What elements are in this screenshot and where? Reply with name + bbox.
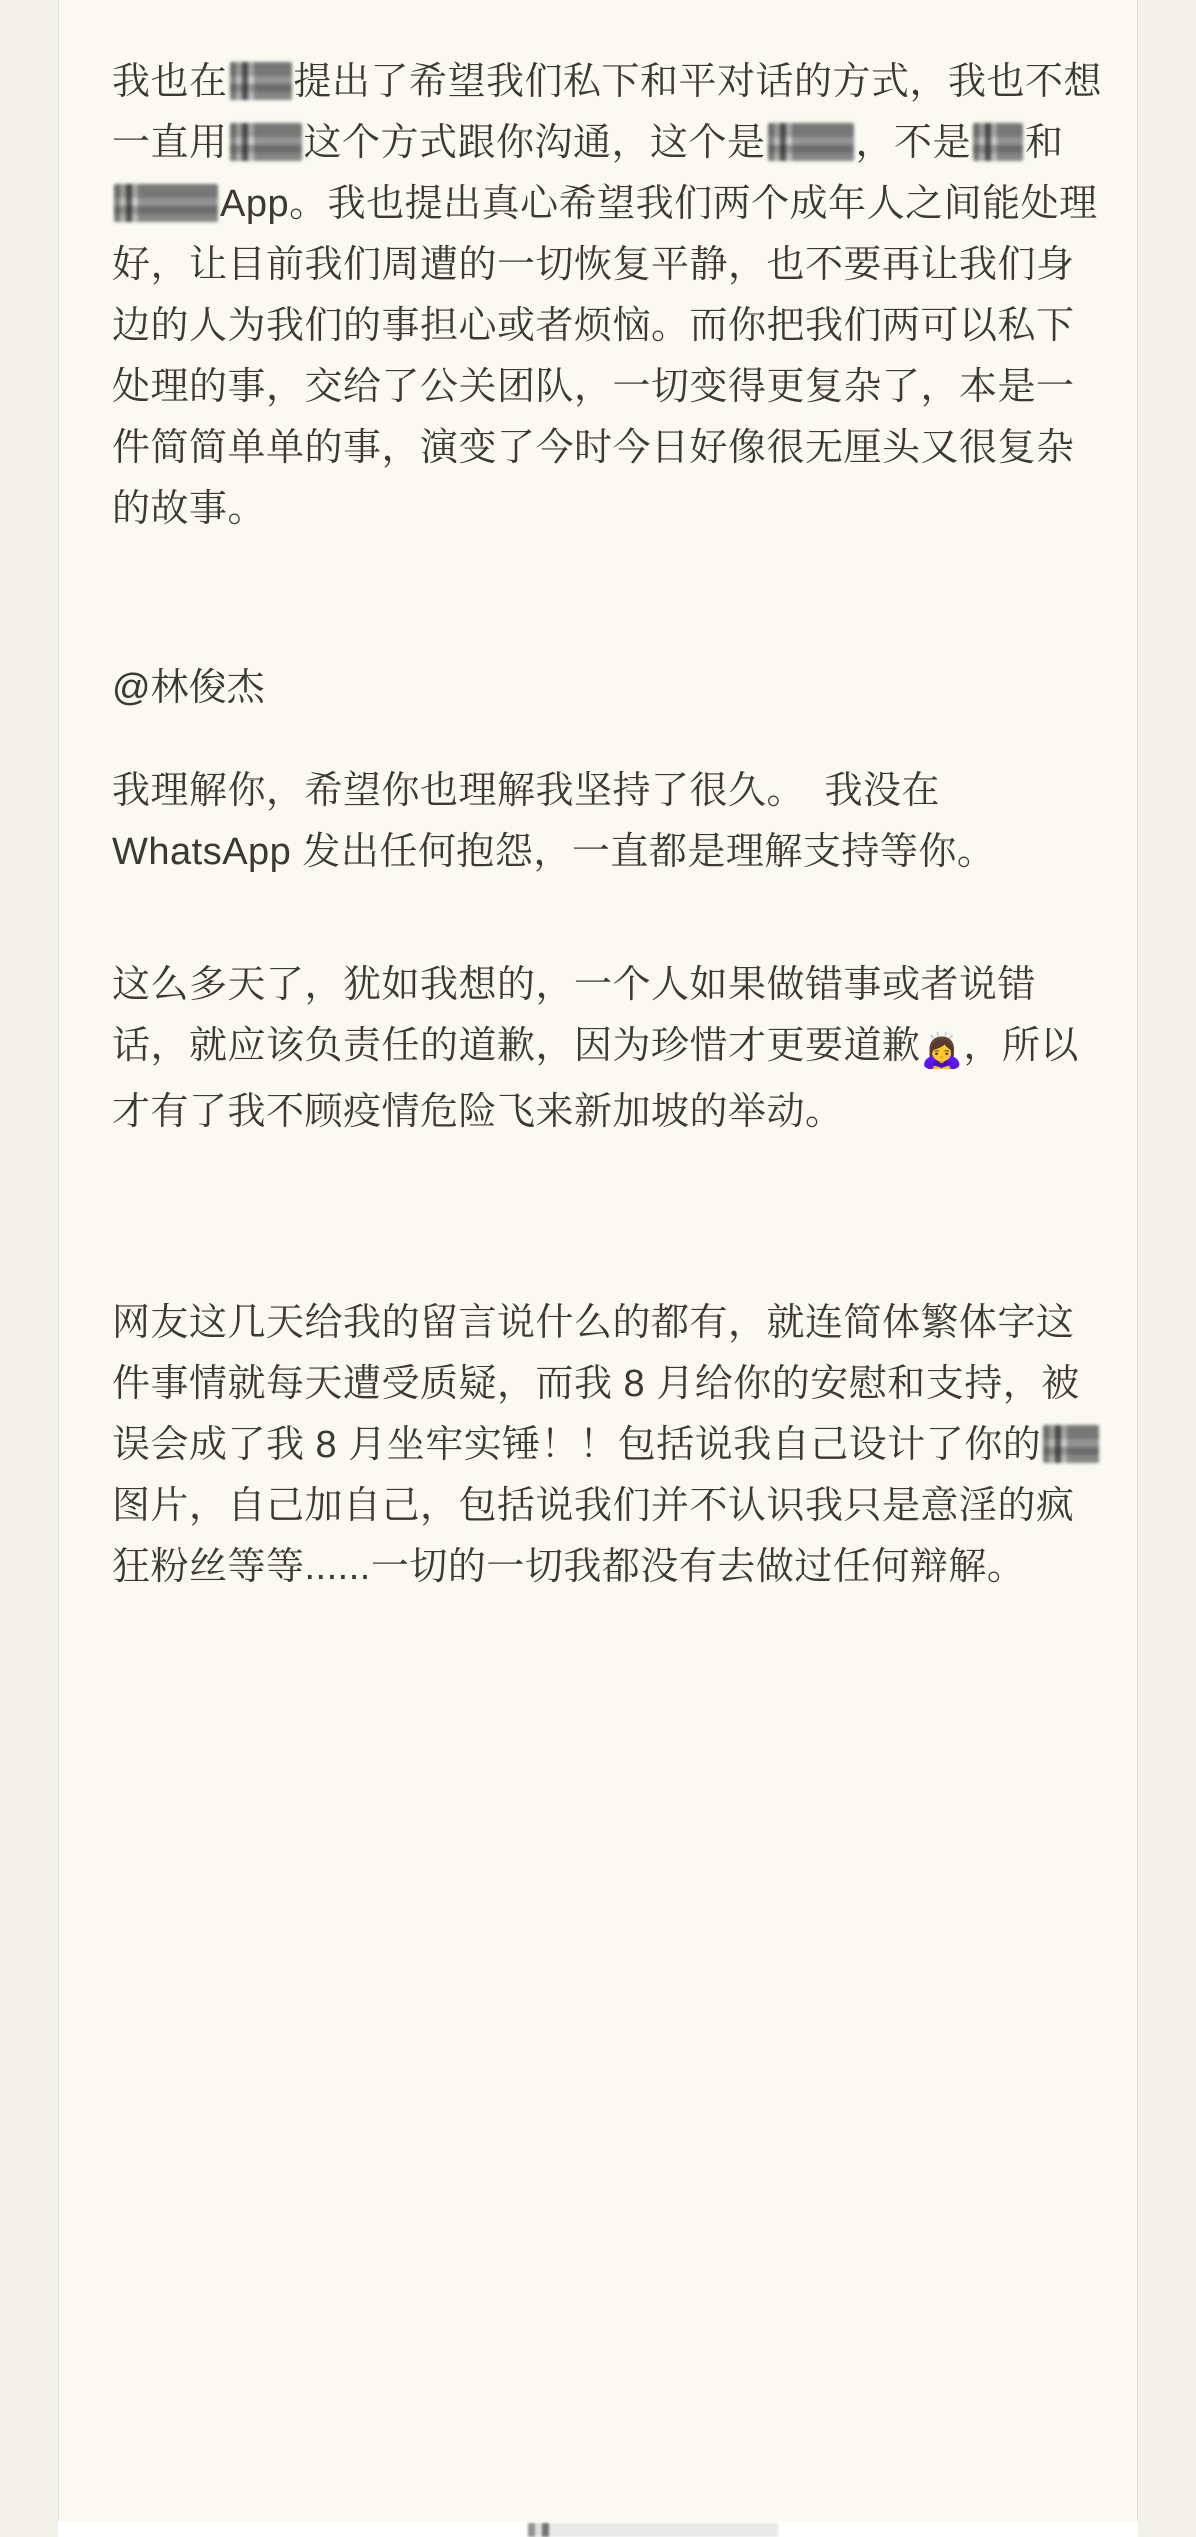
redaction-block-4: [973, 123, 1023, 161]
redaction-block-2: [230, 123, 302, 161]
paragraph-spacer: [112, 883, 1106, 955]
paragraph-spacer: [112, 719, 1106, 761]
bowing-person-emoji: 🙇‍♀️: [920, 1032, 964, 1070]
mention-handle[interactable]: @林俊杰: [112, 667, 265, 709]
redaction-block-bottom: [528, 2523, 778, 2537]
text-run: 图片，自己加自己，包括说我们并不认识我只是意淫的疯狂粉丝等等......一切的一切我都没有去做过任何辩解。: [112, 1485, 1075, 1588]
redaction-block-6: [1043, 1425, 1099, 1463]
paragraph-2: 我理解你，希望你也理解我坚持了很久。 我没在 WhatsApp 发出任何抱怨，一直都是理解支持等你。: [112, 770, 996, 873]
paragraph-3: [112, 955, 1106, 1143]
paragraph-spacer: [112, 1143, 1106, 1293]
text-run: 这个方式跟你沟通，这个是: [303, 122, 766, 164]
text-run: 我也在: [112, 61, 228, 103]
text-run: 网友这几天给我的留言说什么的都有，就连简体繁体字这件事情就每天遭受质疑，而我 8 月给你的安慰和支持，被误会成了我 8 月坐牢实锤！！包括说我自己设计了你的: [112, 1302, 1080, 1466]
paragraph-1: [112, 52, 1106, 540]
redaction-block-1: [230, 62, 292, 100]
right-margin-rule: [1137, 0, 1138, 2537]
text-run: 和: [1025, 122, 1064, 164]
text-run: ，不是: [855, 122, 972, 164]
left-margin-rule: [58, 0, 59, 2537]
redaction-block-3: [768, 123, 854, 161]
paragraph-spacer: [112, 540, 1106, 658]
document-content: [112, 52, 1106, 1598]
redaction-block-5: [114, 184, 218, 222]
paragraph-4: [112, 1293, 1106, 1598]
bottom-edge-strip: [58, 2521, 1138, 2537]
text-run: 这么多天了，犹如我想的，一个人如果做错事或者说错话，就应该负责任的道歉，因为珍惜才更要道歉: [112, 964, 1037, 1067]
text-run: 提出了希望我们私下和平对话的方式，我也不想一直用: [112, 61, 1103, 164]
text-run: App。我也提出真心希望我们两个成年人之间能处理好，让目前我们周遭的一切恢复平静，也不要再让我们身边的人为我们的事担心或者烦恼。而你把我们两可以私下处理的事，交给了公关团队，一切变得更复杂了，本是一件简简单单的事，演变了今时今日好像很无厘头又很复杂的故事。: [112, 183, 1098, 530]
text-run: ，所以才有了我不顾疫情危险飞来新加坡的举动。: [112, 1025, 1079, 1133]
